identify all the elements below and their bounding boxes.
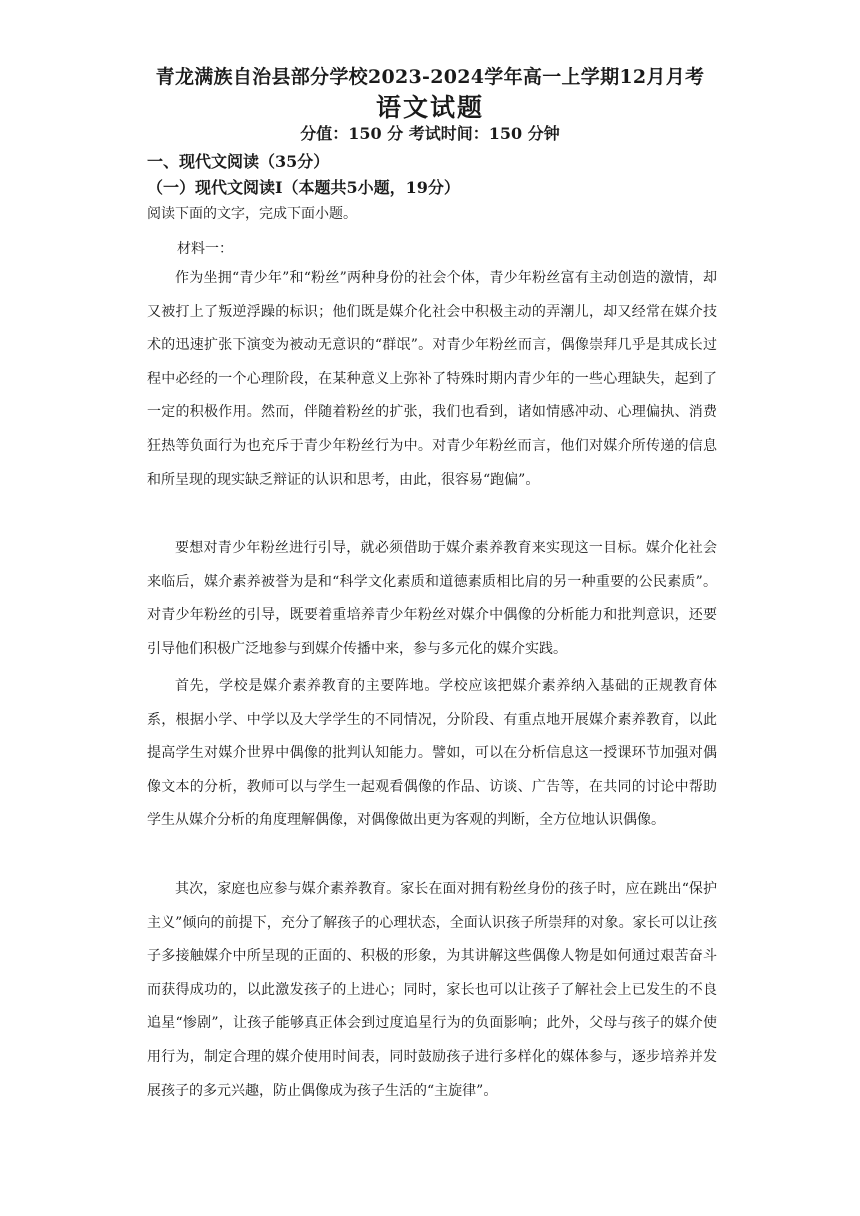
material-label: 材料一：	[177, 241, 233, 257]
section-heading: 一、现代文阅读（35分）	[147, 152, 330, 171]
paragraph-2: 要想对青少年粉丝进行引导，就必须借助于媒介素养教育来实现这一目标。媒介化社会来临后，媒介素养被誉为是和“科学文化素质和道德素质相比肩的另一种重要的公民素质”。对青少年粉丝的引导，既要着重培养青少年粉丝对媒介中偶像的分析能力和批判意识，还要引导他们积极广泛地参与到媒介传播中来，参与多元化的媒介实践。	[147, 540, 717, 657]
subject-title: 语文试题	[375, 93, 484, 122]
reading-instruction: 阅读下面的文字，完成下面小题。	[147, 206, 357, 222]
exam-title: 青龙满族自治县部分学校2023-2024学年高一上学期12月月考	[155, 66, 705, 88]
paragraph-4: 其次，家庭也应参与媒介素养教育。家长在面对拥有粉丝身份的孩子时，应在跳出“保护主义”倾向的前提下，充分了解孩子的心理状态，全面认识孩子所崇拜的对象。家长可以让孩子多接触媒介中所呈现的正面的、积极的形象，为其讲解这些偶像人物是如何通过艰苦奋斗而获得成功的，以此激发孩子的上进心；同时，家长也可以让孩子了解社会上已发生的不良追星“惨剧”，让孩子能够真正体会到过度追星行为的负面影响；此外，父母与孩子的媒介使用行为，制定合理的媒介使用时间表，同时鼓励孩子进行多样化的媒体参与，逐步培养并发展孩子的多元兴趣，防止偶像成为孩子生活的“主旋律”。	[147, 881, 717, 1099]
exam-meta: 分值：150 分 考试时间：150 分钟	[300, 124, 560, 143]
paragraph-3: 首先，学校是媒介素养教育的主要阵地。学校应该把媒介素养纳入基础的正规教育体系，根据小学、中学以及大学学生的不同情况，分阶段、有重点地开展媒介素养教育，以此提高学生对媒介世界中偶像的批判认知能力。譬如，可以在分析信息这一授课环节加强对偶像文本的分析，教师可以与学生一起观看偶像的作品、访谈、广告等，在共同的讨论中帮助学生从媒介分析的角度理解偶像，对偶像做出更为客观的判断，全方位地认识偶像。	[147, 678, 717, 829]
section-subheading: （一）现代文阅读Ⅰ（本题共5小题，19分）	[147, 178, 460, 197]
paragraph-1: 作为坐拥“青少年”和“粉丝”两种身份的社会个体，青少年粉丝富有主动创造的激情，却又被打上了叛逆浮躁的标识；他们既是媒介化社会中积极主动的弄潮儿，却又经常在媒介技术的迅速扩张下演变为被动无意识的“群氓”。对青少年粉丝而言，偶像崇拜几乎是其成长过程中必经的一个心理阶段，在某种意义上弥补了特殊时期内青少年的一些心理缺失，起到了一定的积极作用。然而，伴随着粉丝的扩张，我们也看到，诸如情感冲动、心理偏执、消费狂热等负面行为也充斥于青少年粉丝行为中。对青少年粉丝而言，他们对媒介所传递的信息和所呈现的现实缺乏辩证的认识和思考，由此，很容易“跑偏”。	[147, 270, 717, 488]
